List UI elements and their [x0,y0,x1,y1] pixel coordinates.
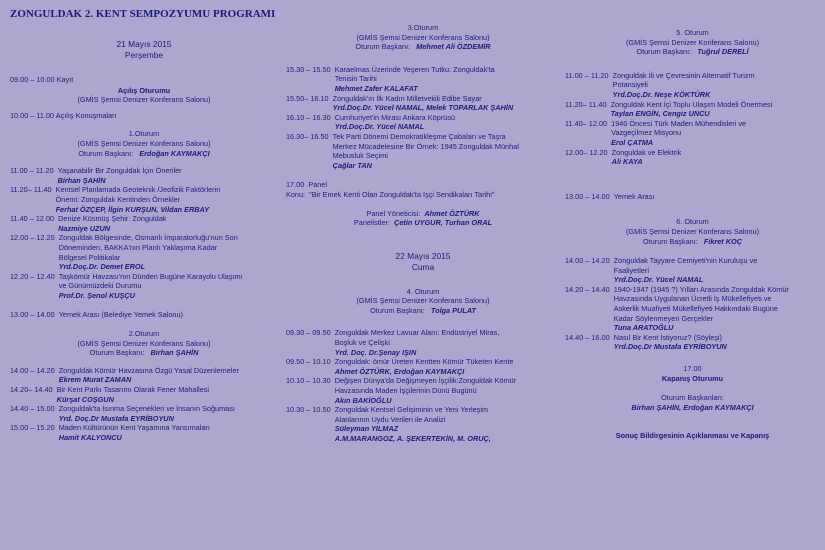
talk-speaker: Yrd. Doç.Dr Mustafa EYRİBOYUN [58,413,174,423]
talk-speaker: Ferhat ÖZÇEP, İlgin KURŞUN, Vildan ERBAY [55,204,210,214]
talk-speaker: Taylan ENGİN, Cengiz UNCU [610,109,710,119]
session-1-venue: (GMİS Şemsi Denizer Konferans Salonu) [77,138,211,148]
talk-title-line: Önemi: Zonguldak Kentinden Örnekler [55,194,181,204]
talk-title-line: Karaelmas Üzerinde Yeşeren Tutku: Zonguldak'ta [334,64,495,74]
talk-speaker: Ali KAYA [611,157,643,167]
talk-title-line: Havzasında Maden İşçilerinin Dünü Bugünü [334,386,477,396]
talk-time: 09.30 – 09.50 [286,328,331,338]
talk-title-line: Yaşanabilir Bir Zonguldak İçin Öneriler [57,166,182,176]
talk-speaker: Birhan ŞAHİN [57,175,106,185]
closing-time: 17.00 [683,364,702,374]
column-day2-afternoon [565,0,820,441]
talk-title-line: Zonguldak ve Elektrik [611,147,682,157]
talk-title-line: Zonguldak Kömür Havzasına Özgü Yasal Düzenlemeler [58,365,239,375]
talk-time: 12.20 – 12.40 [10,271,55,281]
talk-title-line: Döneminden, BAKKA'nın Planlı Yaklaşıma Kadar [58,242,218,252]
talk-title-line: Zonguldak Bölgesinde, Osmanlı İmparatorluğu'nun Son [58,233,238,243]
talk-title-line: Mebusluk Seçimi [332,151,388,161]
panel-time: 17.00 Panel [286,180,327,190]
talk-speaker: Prof.Dr. Şenol KUŞÇU [58,290,135,300]
talk-title-line: Denize Küsmüş Şehir: Zonguldak [58,214,167,224]
closing-statement: Sonuç Bildirgesinin Açıklanması ve Kapanış [615,431,770,441]
talk-item [565,148,820,167]
talk-time: 14.20 – 14.40 [565,284,610,294]
talk-title-line: 1940-1947 (1945 ?) Yılları Arasında Zonguldak Kömür [613,284,789,294]
talk-speaker: Nazmiye UZUN [58,223,111,233]
talk-title-line: Boşluk ve Çelişki [334,338,390,348]
talk-item [565,100,820,119]
talk-time: 11.40 – 12.00 [10,214,55,224]
talk-speaker: Ahmet ÖZTÜRK, Erdoğan KAYMAKÇI [334,366,465,376]
talk-title-line: Taşkömür Havzası'nın Dünden Bugüne Karayolu Ulaşımı [58,271,243,281]
talk-title-line: Değişen Dünya'da Değişmeyen İşçilik:Zonguldak Kömür [334,376,517,386]
talk-item [10,233,278,271]
talk-title-line: Bir Kent Parkı Tasarımı Olarak Fener Mahallesi [56,385,210,395]
talk-time: 12.00– 12.20 [565,147,608,157]
talk-item [10,272,278,301]
column-day1-afternoon-day2 [286,0,560,444]
talk-item [10,185,278,214]
day1-date: 21 Mayıs 2015 [116,39,172,49]
talk-title-line: Tek Parti Dönemi Demokratikleşme Çabaları ve Taşra [332,131,506,141]
talk-item [10,404,278,423]
panel-moderator: Panel Yöneticisi: Ahmet ÖZTÜRK [366,208,480,218]
talk-title-line: Faaliyetleri [613,265,649,275]
talk-time: 09.50 – 10.10 [286,357,331,367]
closing-session-title: Kapanış Oturumu [661,373,724,383]
talk-time: 16.30– 16.50 [286,131,329,141]
lunch-break-day2: 13.00 – 14.00 Yemek Arası [565,191,655,201]
talk-speaker: Yrd.Doç.Dr. Yücel NAMAL, Melek TOPARLAK ŞAHİN [332,103,514,113]
talk-title-line: Cumhuriyet'in Mirası Ankara Köprüsü [334,112,455,122]
talk-time: 14.00 – 14.20 [565,256,610,266]
talk-title-line: Zonguldak: ömür Üreten Kentten Kömür Tüketen Kente [334,357,514,367]
panel-panelists: Panelistler: Çetin UYGUR, Turhan ORAL [353,218,493,228]
talk-item [286,94,560,113]
day2-weekday: Cuma [411,261,435,272]
session-2-chair: Oturum Başkanı: Birhan ŞAHİN [89,348,199,358]
talk-title-line: Zonguldak İli ve Çevresinin Alternatif Turizm [612,70,755,80]
session-3-chair: Oturum Başkanı: Mehmet Ali ÖZDEMİR [355,42,491,52]
talk-item [286,376,560,405]
talk-title-line: Zonguldak Kentsel Gelişiminin ve Yeni Yerleşim [334,405,489,415]
session-4-venue: (GMİS Şemsi Denizer Konferans Salonu) [356,296,490,306]
talk-title-line: Askerlik Muafiyeti Mükellefiyeti Hakkındaki Bugüne [613,304,778,314]
talk-time: 14.40 – 16.00 [565,332,610,342]
panel-topic: Konu: "Bir Emek Kenti Olan Zonguldak'ta İşçi Sendikaları Tarihi" [286,189,495,199]
talk-item [565,71,820,100]
session-6-venue: (GMİS Şemsi Denizer Konferans Salonu) [625,226,760,236]
talk-title-line: Potansiyeli [612,80,648,90]
session-6-chair: Oturum Başkanı: Fikret KOÇ [643,236,742,246]
talk-time: 15.00 – 15.20 [10,423,55,433]
session-1-title: 1.Oturum [128,129,160,139]
talk-speaker: Yrd.Doç.Dr. Demet EROL [58,262,146,272]
session-1-chair: Oturum Başkanı: Erdoğan KAYMAKÇI [78,148,210,158]
talk-speaker: Erol ÇATMA [611,137,654,147]
talk-title-line: Merkez Mücadelesine Bir Örnek: 1945 Zonguldak Münhal [332,141,519,151]
opening-session-venue: (GMİS Şemsi Denizer Konferans Salonu) [77,95,211,105]
talk-speaker: Yrd.Doç.Dr Mustafa EYRİBOYUN [613,342,727,352]
day1-weekday: Perşembe [124,50,164,60]
session-4-talks [286,328,560,443]
session-2-title: 2.Oturum [128,329,160,339]
talk-speaker: Hamit KALYONCU [58,433,122,442]
talk-speaker: Akın BAKİOĞLU [334,395,392,405]
column-day1-morning [10,0,278,443]
session-6-talks [565,256,820,352]
talk-title-line: Zonguldak Merkez Lavuar Alanı: Endüstriyel Miras, [334,328,500,338]
talk-item [286,65,560,94]
talk-time: 15.30 – 15.50 [286,64,331,74]
talk-item [286,357,560,376]
talk-title-line: Zonguldak'ın İlk Kadın Milletvekili Edibe Sayar [332,93,482,103]
talk-item [565,119,820,148]
session-3-venue: (GMİS Şemsi Denizer Konferans Salonu) [356,32,490,42]
talk-title-line: Nasıl Bir Kent İstiyoruz? (Söyleşi) [613,332,722,342]
opening-speeches: 10.00 – 11.00 Açılış Konuşmaları [10,110,117,120]
session-5-title: 5. Oturum [676,28,709,37]
registration: 09.00 – 10.00 Kayıt [10,75,74,84]
session-5-venue: (GMİS Şemsi Denizer Konferans Salonu) [625,37,760,47]
talk-speaker: Kürşat COŞGUN [56,394,114,404]
talk-item [286,328,560,357]
talk-title-line: Maden Kültürünün Kent Yaşamına Yansımaları [58,423,210,433]
talk-title-line: Zonguldak Kent İçi Toplu Ulaşım Modeli Önermesi [610,99,773,109]
talk-title-line: Alanlarının Uydu Verileri ile Analizi [334,414,446,424]
talk-time: 11.20– 11.40 [10,185,52,195]
talk-item [10,214,278,233]
talk-speaker: Yrd. Doç. Dr.Şenay IŞIN [334,347,417,357]
talk-speaker: Süleyman YILMAZ [334,424,399,434]
talk-item [286,113,560,132]
session-2-talks [10,366,278,443]
closing-chairs-label: Oturum Başkanları: [661,393,724,403]
talk-time: 11.00 – 11.20 [565,70,609,80]
talk-speaker: Tuna ARATOĞLU [613,323,674,333]
talk-title-line: Zonguldak'ta İsınma Seçenekleri ve İnsanın Soğuması [58,404,235,414]
session-1-talks [10,166,278,300]
talk-speaker-2: A.M.MARANGOZ, A. ŞEKERTEKİN, M. ORUÇ, [334,434,491,443]
talk-speaker: Yrd.Doç.Dr. Yücel NAMAL [334,122,425,132]
day2-date: 22 Mayıs 2015 [395,250,451,261]
talk-title-line: Bölgesel Politikalar [58,252,121,262]
opening-session-title: Açılış Oturumu [117,85,171,95]
talk-time: 11.40– 12.00 [565,118,608,128]
session-5-talks [565,71,820,167]
session-2-venue: (GMİS Şemsi Denizer Konferans Salonu) [77,338,211,348]
talk-item [286,132,560,170]
talk-item [10,423,278,442]
talk-time: 14.40 – 15.00 [10,404,55,414]
talk-time: 14.20– 14.40 [10,385,53,395]
talk-time: 11.00 – 11.20 [10,166,54,176]
closing-chairs: Birhan ŞAHİN, Erdoğan KAYMAKÇI [631,402,754,412]
session-3-talks [286,65,560,171]
talk-item [10,166,278,185]
session-4-chair: Oturum Başkanı: Tolga PULAT [370,305,476,315]
talk-title-line: Kadar Söylenmeyen Gerçekler [613,313,714,323]
talk-speaker: Yrd.Doç.Dr. Yücel NAMAL [613,275,704,285]
talk-time: 11.20– 11.40 [565,99,607,109]
talk-item [10,385,278,404]
talk-speaker: Çağlar TAN [332,160,372,170]
talk-speaker: Ekrem Murat ZAMAN [58,375,132,385]
talk-title-line: 1940 Öncesi Türk Maden Mühendisleri ve [611,118,747,128]
talk-item [565,285,820,333]
talk-item [286,405,560,443]
talk-speaker: Mehmet Zafer KALAFAT [334,83,418,93]
page-title: ZONGULDAK 2. KENT SEMPOZYUMU PROGRAMI [10,8,276,20]
session-4-title: 4. Oturum [406,286,440,296]
talk-time: 12.00 – 12.20 [10,233,55,243]
session-5-chair: Oturum Başkanı: Tuğrul DERELİ [636,47,749,57]
talk-item [565,333,820,352]
talk-speaker: Yrd.Doç.Dr. Neşe KÖKTÜRK [612,89,711,99]
talk-title-line: ve Günümüzdeki Durumu [58,281,142,291]
session-3-title: 3.Oturum [407,23,439,32]
talk-item [10,366,278,385]
talk-item [565,256,820,285]
talk-title-line: Vazgeçilmez Misyonu [611,128,682,138]
lunch-break-day1: 13.00 – 14.00 Yemek Arası (Belediye Yemek Salonu) [10,310,183,320]
talk-time: 10.30 – 10.50 [286,405,331,415]
talk-time: 10.10 – 10.30 [286,376,331,386]
talk-time: 16.10 – 16.30 [286,112,331,122]
talk-time: 14.00 – 14.20 [10,365,55,375]
talk-time: 15.50– 16.10 [286,93,329,103]
talk-title-line: Kentsel Planlamada Geoteknik /Jeofizik Faktörlerin [55,185,221,195]
talk-title-line: Tenisin Tarihi [334,74,377,84]
session-6-title: 6. Oturum [676,217,709,227]
talk-title-line: Zonguldak Tayyare Cemiyeti'nin Kuruluşu ve [613,256,758,266]
talk-title-line: Havzasında Uygulanan Ücretli İş Mükellefiyeti ve [613,294,772,304]
